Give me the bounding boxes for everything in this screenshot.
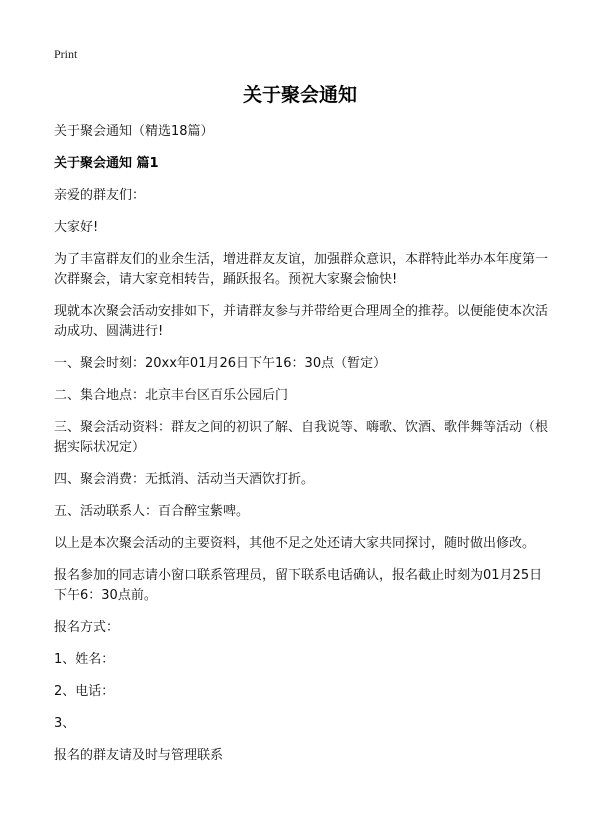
item-time: 一、聚会时刻：20xx年01月26日下午16：30点（暂定） — [54, 356, 387, 371]
print-link[interactable]: Print — [54, 47, 78, 61]
summary-paragraph: 以上是本次聚会活动的主要资料，其他不足之处还请大家共同探讨，随时做出修改。 — [54, 536, 536, 551]
arrangement-paragraph: 现就本次聚会活动安排如下，并请群友参与并带给更合理周全的推荐。以便能使本次活动成功、圆满进行! — [54, 304, 549, 339]
signup-field-3: 3、 — [54, 716, 76, 731]
salutation: 大家好! — [54, 220, 99, 235]
section-heading: 关于聚会通知 篇1 — [54, 156, 159, 171]
signup-method-label: 报名方式： — [54, 620, 120, 635]
item-cost: 四、聚会消费：无抵消、活动当天酒饮打折。 — [54, 472, 315, 487]
document-title: 关于聚会通知 — [242, 84, 357, 106]
item-contact: 五、活动联系人：百合醉宝紫啤。 — [54, 504, 250, 519]
signup-field-name: 1、姓名： — [54, 652, 115, 667]
closing-line: 报名的群友请及时与管理联系 — [54, 748, 224, 763]
intro-paragraph: 为了丰富群友们的业余生活，增进群友友谊，加强群众意识，本群特此举办本年度第一次群聚会，请大家竞相转告，踊跃报名。预祝大家聚会愉快! — [54, 252, 549, 287]
document-body — [54, 122, 554, 778]
document-subtitle: 关于聚会通知（精选18篇） — [54, 124, 214, 139]
greeting: 亲爱的群友们： — [54, 188, 146, 203]
signup-paragraph: 报名参加的同志请小窗口联系管理员，留下联系电话确认，报名截止时刻为01月25日下午6：30点前。 — [54, 568, 543, 603]
signup-field-phone: 2、电话： — [54, 684, 115, 699]
item-activities: 三、聚会活动资料：群友之间的初识了解、自我说等、嗨歌、饮酒、歌伴舞等活动（根据实际状况定） — [54, 420, 549, 455]
item-location: 二、集合地点：北京丰台区百乐公园后门 — [54, 388, 289, 403]
